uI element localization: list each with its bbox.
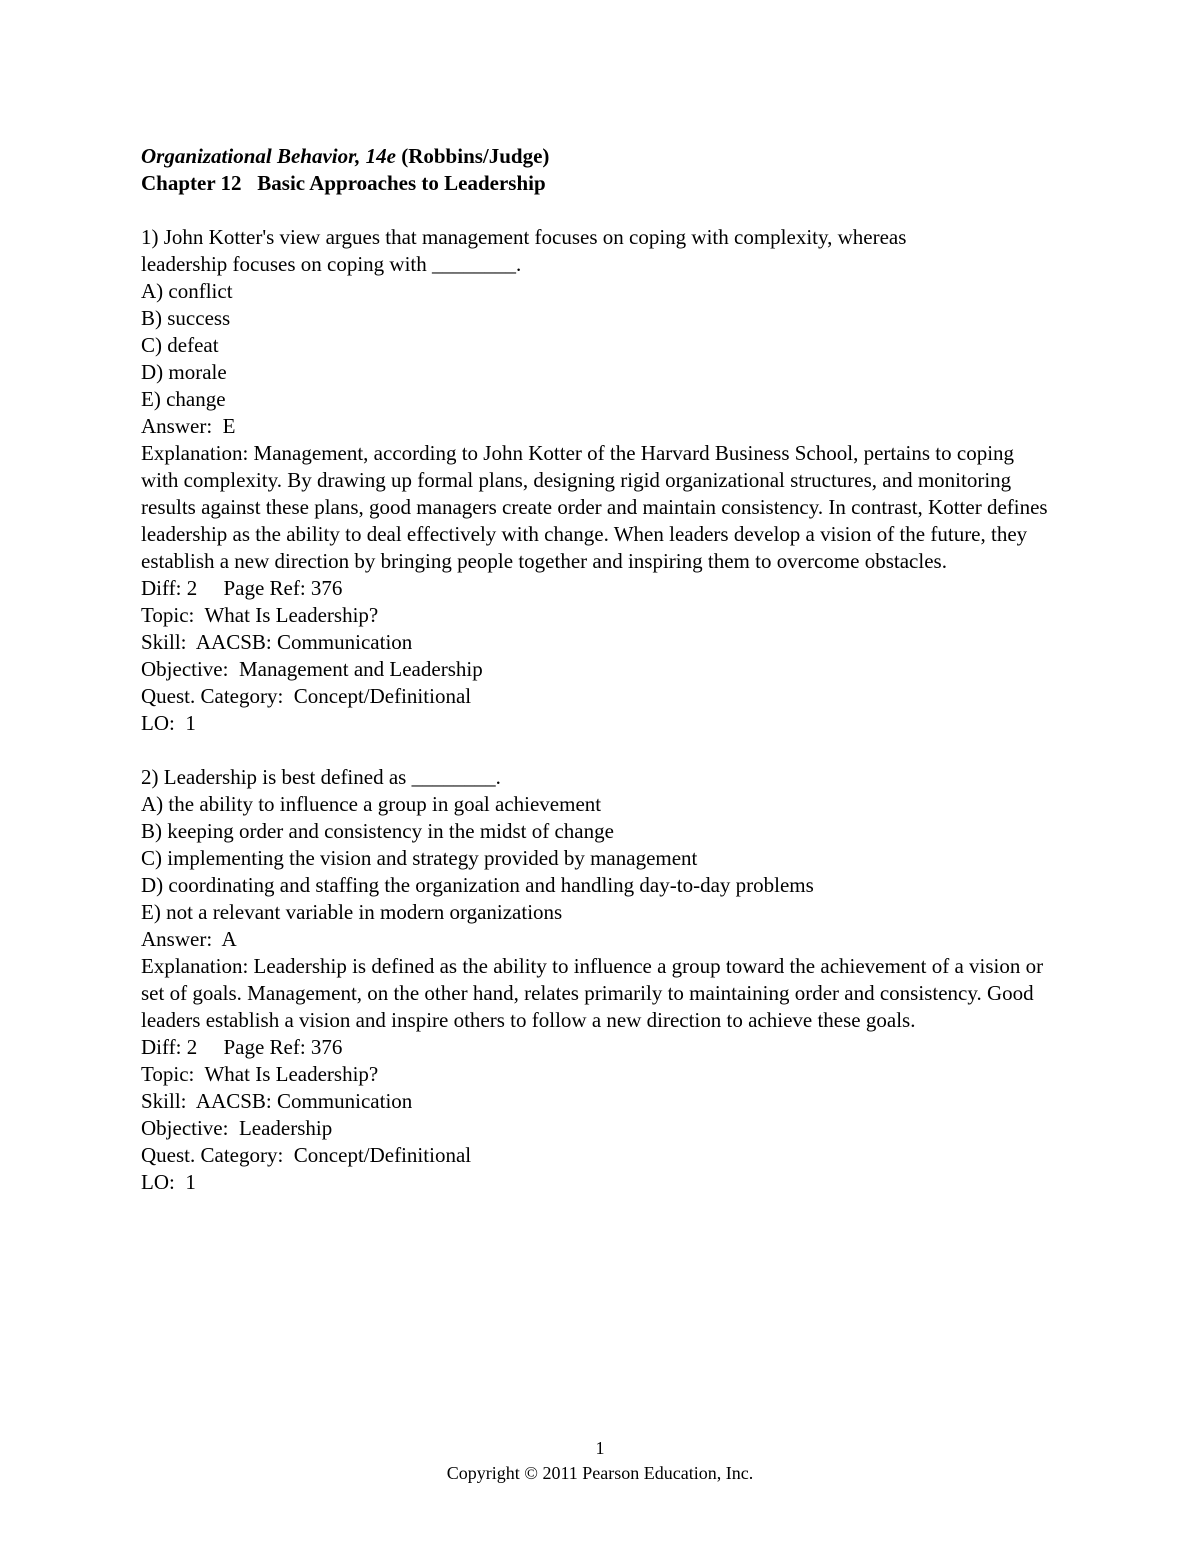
- skill: Skill: AACSB: Communication: [141, 630, 413, 654]
- question-block: [141, 224, 1061, 737]
- explanation: Explanation: Leadership is defined as the ability to influence a group toward the achievement of a vision or set of goals. Management, on the other hand, relates primarily to maintaining order and consistency. Good leaders establish a vision and inspire others to follow a new direction to achieve these goals.: [141, 954, 1044, 1032]
- book-title-line: [141, 143, 1061, 170]
- difficulty-page-ref: Diff: 2 Page Ref: 376: [141, 1035, 343, 1059]
- authors: (Robbins/Judge): [401, 144, 550, 168]
- question-stem: 2) Leadership is best defined as ________.: [141, 765, 501, 789]
- explanation: Explanation: Management, according to John Kotter of the Harvard Business School, pertains to coping with complexity. By drawing up formal plans, designing rigid organizational structures, and monitoring results against these plans, good managers create order and maintain consistency. In contrast, Kotter defines leadership as the ability to deal effectively with change. When leaders develop a vision of the future, they establish a new direction by bringing people together and inspiring them to overcome obstacles.: [141, 441, 1048, 573]
- difficulty-page-ref: Diff: 2 Page Ref: 376: [141, 576, 343, 600]
- option-b: B) success: [141, 306, 231, 330]
- chapter-heading: Chapter 12 Basic Approaches to Leadership: [141, 171, 546, 195]
- learning-objective: LO: 1: [141, 1170, 196, 1194]
- page-number: 1: [595, 1438, 605, 1458]
- answer: Answer: A: [141, 927, 237, 951]
- skill: Skill: AACSB: Communication: [141, 1089, 413, 1113]
- edition: 14e: [365, 144, 396, 168]
- learning-objective: LO: 1: [141, 711, 196, 735]
- topic: Topic: What Is Leadership?: [141, 603, 379, 627]
- objective: Objective: Leadership: [141, 1116, 333, 1140]
- option-d: D) coordinating and staffing the organization and handling day-to-day problems: [141, 873, 814, 897]
- book-title: Organizational Behavior,: [141, 144, 361, 168]
- option-c: C) implementing the vision and strategy provided by management: [141, 846, 698, 870]
- question-category: Quest. Category: Concept/Definitional: [141, 1143, 472, 1167]
- copyright-notice: Copyright © 2011 Pearson Education, Inc.: [446, 1463, 754, 1483]
- page-content: [141, 143, 1061, 1196]
- question-category: Quest. Category: Concept/Definitional: [141, 684, 472, 708]
- question-stem-continued: leadership focuses on coping with ________.: [141, 252, 522, 276]
- objective: Objective: Management and Leadership: [141, 657, 483, 681]
- option-a: A) the ability to influence a group in goal achievement: [141, 792, 602, 816]
- option-a: A) conflict: [141, 279, 233, 303]
- option-e: E) not a relevant variable in modern organizations: [141, 900, 563, 924]
- option-c: C) defeat: [141, 333, 219, 357]
- option-b: B) keeping order and consistency in the midst of change: [141, 819, 614, 843]
- question-stem: 1) John Kotter's view argues that management focuses on coping with complexity, whereas: [141, 225, 907, 249]
- answer: Answer: E: [141, 414, 236, 438]
- option-d: D) morale: [141, 360, 227, 384]
- topic: Topic: What Is Leadership?: [141, 1062, 379, 1086]
- question-block: [141, 764, 1061, 1196]
- option-e: E) change: [141, 387, 226, 411]
